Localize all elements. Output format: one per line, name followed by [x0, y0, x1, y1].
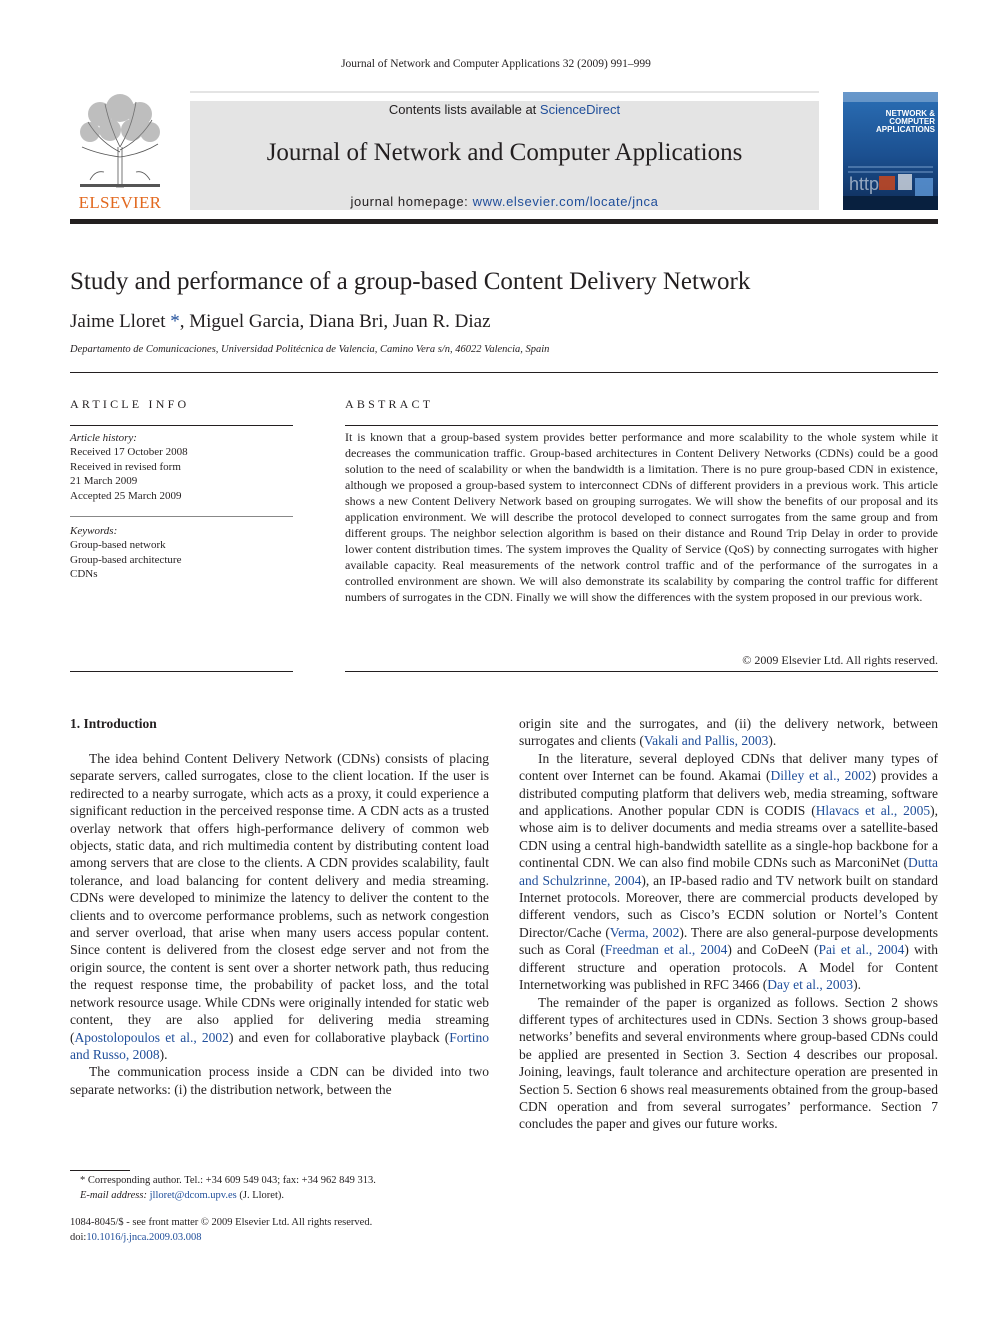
body-text: ).	[768, 733, 777, 749]
journal-name: Journal of Network and Computer Applications	[266, 139, 743, 166]
abstract-copyright: © 2009 Elsevier Ltd. All rights reserved.	[742, 653, 938, 667]
author-separator: ,	[383, 311, 393, 332]
body-text: ).	[159, 1046, 168, 1062]
footnote	[70, 1174, 489, 1203]
history-entry: Accepted 25 March 2009	[70, 489, 182, 502]
contents-availability-line	[190, 102, 819, 117]
elsevier-wordmark: ELSEVIER	[78, 193, 162, 212]
email-line	[70, 1189, 489, 1204]
citation-link[interactable]: Freedman et al., 2004	[604, 942, 728, 958]
author-list	[70, 311, 491, 333]
author-name: Miguel Garcia	[189, 311, 300, 332]
body-text: ) and CoDeeN (	[727, 942, 819, 958]
email-suffix: (J. Lloret).	[236, 1189, 284, 1201]
body-paragraph	[70, 1063, 489, 1098]
journal-homepage-link[interactable]: www.elsevier.com/locate/jnca	[472, 194, 659, 209]
abstract-heading: ABSTRACT	[345, 397, 434, 411]
body-text: ), whose aim is to deliver documents and media streams over a satellite-based CDN using a central high-bandwidth satellite as a single-hop backbone for a continental CDN. We can also find mobile CDNs such as MarconiNet (	[519, 803, 938, 871]
citation-link[interactable]: Apostolopoulos et al., 2002	[74, 1029, 229, 1045]
body-column-right	[519, 715, 938, 1133]
divider	[70, 671, 293, 672]
body-text: ) with different structure and operation protocols. A Model for Content Internetworking was published in RFC 3466 (	[519, 942, 938, 993]
body-text: In the literature, several deployed CDNs that deliver many types of content over Internet can be found. Akamai (	[519, 750, 938, 784]
citation-link[interactable]: Vakali and Pallis, 2003	[643, 733, 769, 749]
doi-label: doi:	[70, 1231, 87, 1243]
issn-line: 1084-8045/$ - see front matter © 2009 Elsevier Ltd. All rights reserved.	[70, 1217, 373, 1228]
divider	[345, 425, 938, 426]
article-title: Study and performance of a group-based Content Delivery Network	[70, 268, 751, 295]
citation-link[interactable]: Fortino and Russo, 2008	[70, 1029, 489, 1062]
citation-link[interactable]: Day et al., 2003	[767, 977, 854, 993]
section-heading-introduction: 1. Introduction	[70, 716, 157, 731]
divider	[70, 372, 938, 373]
keywords	[70, 524, 293, 582]
body-paragraph	[519, 750, 938, 994]
author-affiliation: Departamento de Comunicaciones, Universidad Politécnica de Valencia, Camino Vera s/n, 46022 Valencia, Spain	[70, 344, 550, 355]
email-link[interactable]: jlloret@dcom.upv.es	[149, 1189, 237, 1201]
running-head: Journal of Network and Computer Applications 32 (2009) 991–999	[341, 58, 651, 70]
body-text: The communication process inside a CDN can be divided into two separate networks: (i) the distribution network, between the	[70, 1064, 489, 1097]
author-name: Jaime Lloret	[70, 311, 166, 332]
body-text: ) provides a distributed computing platform that delivers web, media streaming, software and applications. Another popular CDN is CODIS (	[519, 768, 939, 819]
body-paragraph	[70, 750, 489, 1063]
homepage-prefix: journal homepage:	[350, 194, 473, 209]
history-entry: Received in revised form	[70, 460, 181, 473]
doi-link[interactable]: 10.1016/j.jnca.2009.03.008	[86, 1231, 202, 1243]
keyword: Group-based architecture	[70, 553, 182, 566]
body-text: origin site and the surrogates, and (ii) the delivery network, between surrogates and clients (	[519, 716, 938, 749]
corresponding-author-mark[interactable]: *	[165, 311, 180, 332]
article-history	[70, 431, 293, 503]
body-text: The remainder of the paper is organized as follows. Section 2 shows different types of architectures used in CDNs. Section 3 shows group-based networks’ benefits and several environments where group-based CDNs could be applied are presented in Section 3. Section 4 describes our proposal. Joining, leavings, fault tolerance and architecture operation are presented in Section 5. Section 6 shows real measurements obtained from the group-based CDN operation and from several surrogates’ performance. Section 7 concludes the paper and gives our future works.	[519, 994, 938, 1132]
email-label: E-mail address:	[80, 1189, 150, 1201]
journal-homepage-line	[190, 194, 819, 209]
body-text: ).	[853, 977, 861, 993]
body-text: ) and even for collaborative playback (	[228, 1029, 450, 1045]
keyword: Group-based network	[70, 539, 166, 552]
header-thick-rule	[70, 219, 938, 224]
sciencedirect-link[interactable]: ScienceDirect	[539, 102, 621, 117]
banner-top-rule	[190, 91, 819, 93]
keywords-label: Keywords:	[70, 525, 118, 537]
citation-link[interactable]: Dilley et al., 2002	[770, 768, 872, 784]
history-entry: 21 March 2009	[70, 475, 138, 488]
body-column-left	[70, 750, 489, 1098]
author-separator: ,	[299, 311, 310, 332]
citation-link[interactable]: Verma, 2002	[609, 924, 680, 940]
history-entry: Received 17 October 2008	[70, 446, 188, 459]
cover-title	[851, 110, 935, 134]
journal-cover-image	[843, 92, 938, 210]
body-text: The idea behind Content Delivery Network (CDNs) consists of placing separate servers, called surrogates, close to the client location. If the user is redirected to a nearby surrogate, which acts as a proxy, it could experience a significant reduction in the perceived response time. A CDN acts as a trusted overlay network that offers high-performance delivery of common web objects, static data, and rich multimedia content by distributing content load among servers that are close to the clients. A CDN provides scalability, fault tolerance, and load balancing for content delivery and media streaming. CDNs were developed to minimize the latency to deliver the content to the clients and to overcome performance problems, such as network congestion and server overload, that arise when many users access popular content. Since content is delivered from the closest edge server and not from the origin source, the content is sent over a shorter network path, thus reducing the request response time, the probability of packet loss, and the total network resource usage. While CDNs were originally intended for static web content, they are also applied for delivering media streaming (	[70, 751, 489, 1045]
body-paragraph	[519, 994, 938, 1133]
corresponding-author-note: * Corresponding author. Tel.: +34 609 549 043; fax: +34 962 849 313.	[80, 1175, 376, 1186]
svg-text:http: http	[849, 174, 880, 194]
contents-prefix: Contents lists available at	[388, 102, 540, 117]
body-paragraph	[519, 715, 938, 750]
cover-title-line1: NETWORK &	[885, 109, 935, 118]
cover-title-line3: APPLICATIONS	[876, 125, 935, 134]
doi-line	[70, 1231, 489, 1246]
article-history-label: Article history:	[70, 432, 137, 444]
divider	[70, 425, 293, 426]
abstract-text: It is known that a group-based system provides better performance and more scalability to the whole system while it decreases the communication traffic. Group-based architectures in Content Delivery Networks (CDNs) could be a good solution to the need of scalability or when the bandwidth is a limitation. There is no pure group-based CDN in existence, although we proposed a group-based system to interconnect CDNs of different providers in a previous work. This article shows a new Content Delivery Network based on grouping surrogates. We will show the benefits of our proposal and its application environment. We will describe the protocol developed to connect surrogates from the same group and from different groups. The neighbor selection algorithm is based on their distance and Round Trip Delay in order to provide lower content distribution times. The system improves the Quality of Service (QoS) by connecting surrogates with higher available capacity. Real measurements of the network control traffic and of the performance of the surrogates in a controlled environment are shown. We will also demonstrate its scalability by comparing the control traffic for different numbers of surrogates in the CDN. Finally we will show the differences with the system proposed in our previous work.	[345, 430, 938, 604]
article-info-heading: ARTICLE INFO	[70, 397, 190, 411]
divider	[70, 516, 293, 517]
page-footer	[70, 1216, 489, 1245]
author-name: Diana Bri	[309, 311, 384, 332]
cover-title-line2: COMPUTER	[889, 117, 935, 126]
author-separator: ,	[179, 311, 190, 332]
divider	[345, 671, 938, 672]
citation-link[interactable]: Hlavacs et al., 2005	[815, 803, 931, 819]
citation-link[interactable]: Dutta and Schulzrinne, 2004	[519, 855, 938, 888]
keyword: CDNs	[70, 568, 98, 581]
body-text: ), an IP-based radio and TV network built on standard Internet protocols. Moreover, there are commercial products developed by different vendors, such as Cisco’s ECDN solution or Nortel’s Content Director/Cache (	[519, 872, 938, 940]
body-text: ). There are also general-purpose developments such as Coral (	[519, 924, 939, 958]
author-name: Juan R. Diaz	[392, 311, 491, 332]
footnote-rule	[70, 1170, 130, 1171]
citation-link[interactable]: Pai et al., 2004	[818, 942, 905, 958]
